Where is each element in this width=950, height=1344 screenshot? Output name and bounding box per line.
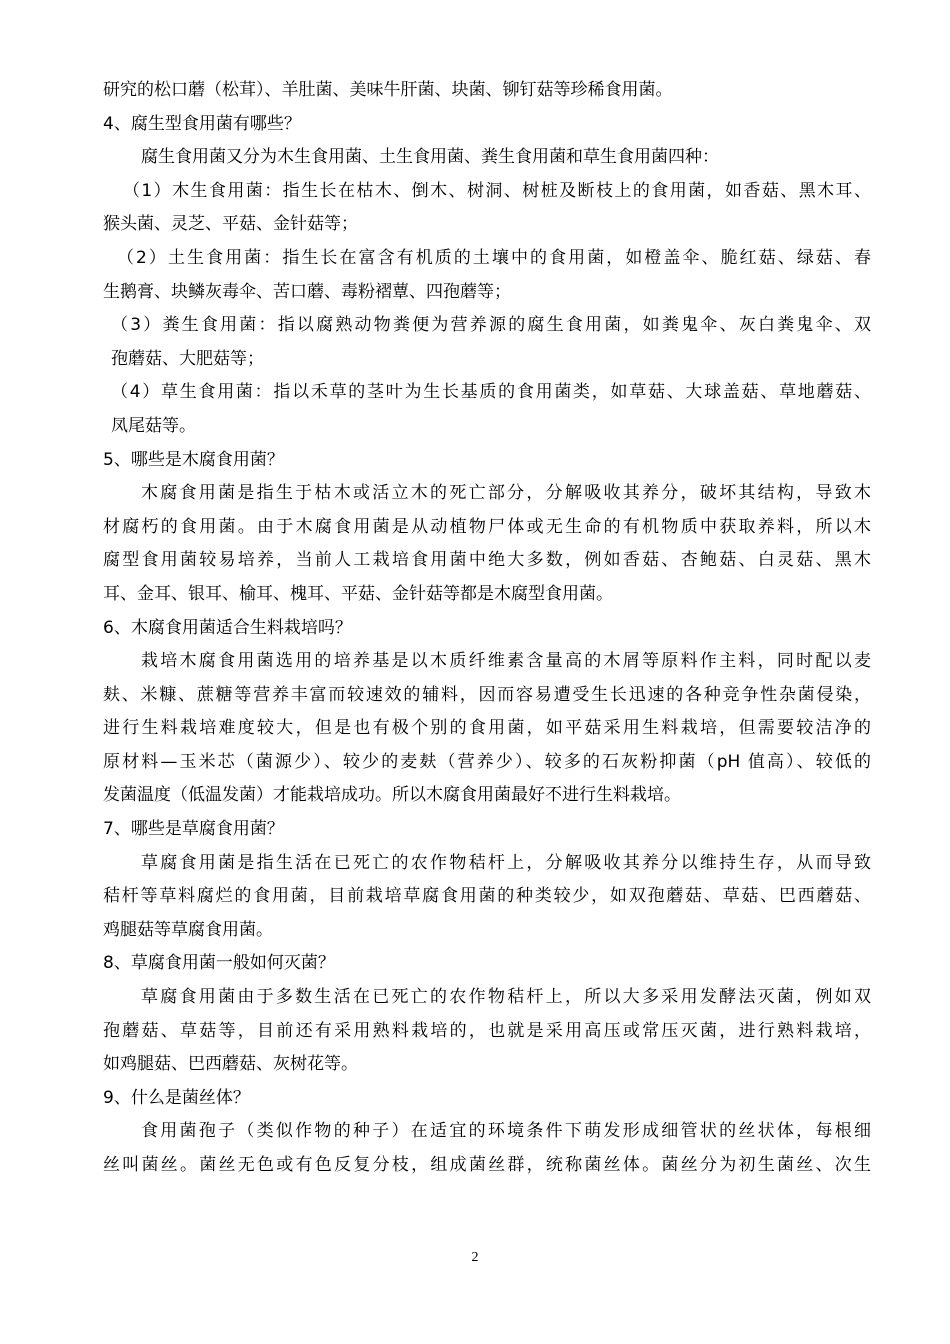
question-heading: 8、草腐食用菌一般如何灭菌？ xyxy=(103,953,335,974)
question-heading: 5、哪些是木腐食用菌？ xyxy=(103,449,284,470)
text-line: 凤尾菇等。 xyxy=(111,415,196,436)
text-line: 腐生食用菌又分为木生食用菌、土生食用菌、粪生食用菌和草生食用菌四种： xyxy=(141,147,719,168)
text-line: 耳、金耳、银耳、榆耳、槐耳、平菇、金针菇等都是木腐型食用菌。 xyxy=(103,583,613,604)
text-line: 食用菌孢子（类似作物的种子）在适宜的环境条件下萌发形成细管状的丝状体，每根细 xyxy=(141,1121,871,1142)
question-heading: 4、腐生型食用菌有哪些？ xyxy=(103,113,301,134)
document-body xyxy=(103,74,871,1183)
text-line: 如鸡腿菇、巴西蘑菇、灰树花等。 xyxy=(103,1054,358,1075)
text-line: 孢蘑菇、草菇等，目前还有采用熟料栽培的，也就是采用高压或常压灭菌，进行熟料栽培， xyxy=(103,1020,871,1041)
text-line: （1）木生食用菌：指生长在枯木、倒木、树洞、树桩及断枝上的食用菌，如香菇、黑木耳、 xyxy=(123,180,871,201)
text-line: （2）土生食用菌：指生长在富含有机质的土壤中的食用菌，如橙盖伞、脆红菇、绿菇、春 xyxy=(117,247,871,268)
text-line: 进行生料栽培难度较大，但是也有极个别的食用菌，如平菇采用生料栽培，但需要较洁净的 xyxy=(103,718,871,739)
text-line: （4）草生食用菌：指以禾草的茎叶为生长基质的食用菌类，如草菇、大球盖菇、草地蘑菇、 xyxy=(111,382,871,403)
text-line: 麸、米糠、蔗糖等营养丰富而较速效的辅料，因而容易遭受生长迅速的各种竞争性杂菌侵染， xyxy=(103,684,871,705)
text-line: 栽培木腐食用菌选用的培养基是以木质纤维素含量高的木屑等原料作主料，同时配以麦 xyxy=(141,651,871,672)
text-line: 材腐朽的食用菌。由于木腐食用菌是从动植物尸体或无生命的有机物质中获取养料，所以木 xyxy=(103,516,871,537)
text-line: 木腐食用菌是指生于枯木或活立木的死亡部分，分解吸收其养分，破坏其结构，导致木 xyxy=(141,483,871,504)
text-line: 生鹅膏、块鳞灰毒伞、苦口蘑、毒粉褶蕈、四孢蘑等； xyxy=(103,281,511,302)
text-line: 猴头菌、灵芝、平菇、金针菇等； xyxy=(103,214,358,235)
text-line: （3）粪生食用菌：指以腐熟动物粪便为营养源的腐生食用菌，如粪鬼伞、灰白粪鬼伞、双 xyxy=(111,315,871,336)
text-line: 草腐食用菌是指生活在已死亡的农作物秸杆上，分解吸收其养分以维持生存，从而导致 xyxy=(141,852,871,873)
page-number: 2 xyxy=(471,1250,479,1265)
text-line: 草腐食用菌由于多数生活在已死亡的农作物秸杆上，所以大多采用发酵法灭菌，例如双 xyxy=(141,987,871,1008)
text-line: 研究的松口蘑（松茸）、羊肚菌、美味牛肝菌、块菌、铆钉菇等珍稀食用菌。 xyxy=(103,80,673,100)
text-line: 孢蘑菇、大肥菇等； xyxy=(111,348,264,369)
text-line: 秸杆等草料腐烂的食用菌，目前栽培草腐食用菌的种类较少，如双孢蘑菇、草菇、巴西蘑菇、 xyxy=(103,886,871,907)
question-heading: 7、哪些是草腐食用菌？ xyxy=(103,819,284,840)
text-line: 鸡腿菇等草腐食用菌。 xyxy=(103,919,273,940)
text-line: 发菌温度（低温发菌）才能栽培成功。所以木腐食用菌最好不进行生料栽培。 xyxy=(103,785,681,806)
question-heading: 6、木腐食用菌适合生料栽培吗？ xyxy=(103,617,352,638)
text-line: 原材料—玉米芯（菌源少）、较少的麦麸（营养少）、较多的石灰粉抑菌（pH 值高）、较低的 xyxy=(103,751,871,772)
text-line: 丝叫菌丝。菌丝无色或有色反复分枝，组成菌丝群，统称菌丝体。菌丝分为初生菌丝、次生 xyxy=(103,1155,871,1175)
text-line: 腐型食用菌较易培养，当前人工栽培食用菌中绝大多数，例如香菇、杏鲍菇、白灵菇、黑木 xyxy=(103,550,871,571)
question-heading: 9、什么是菌丝体？ xyxy=(103,1087,250,1108)
